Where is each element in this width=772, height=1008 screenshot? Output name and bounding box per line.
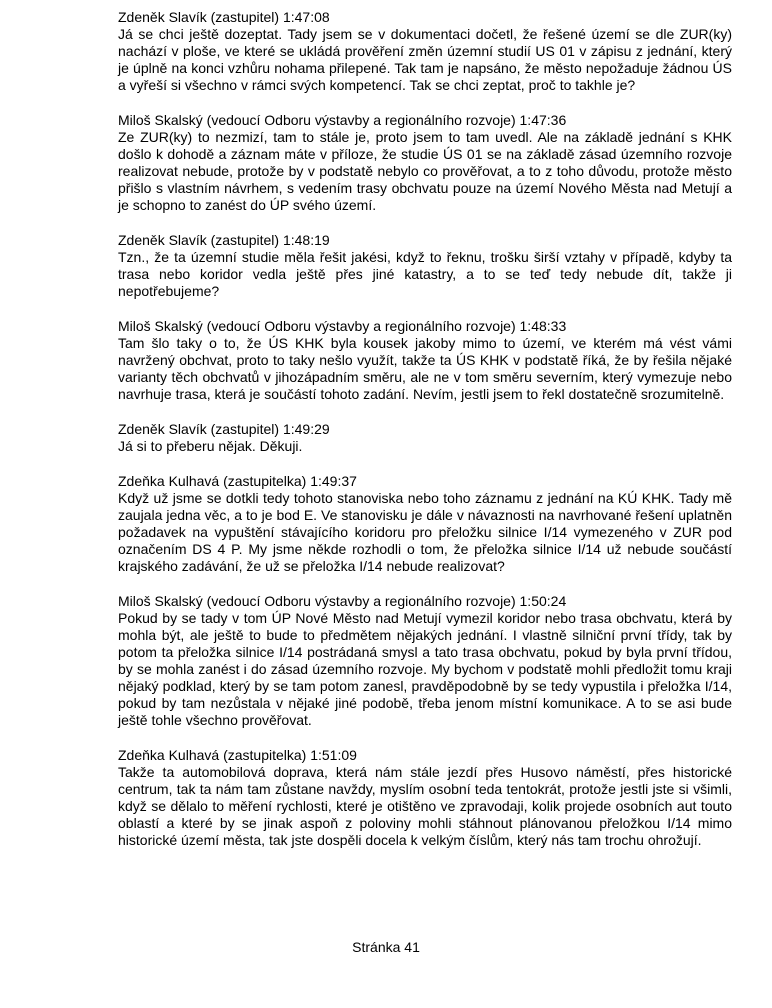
speaker-line: Zdeňka Kulhavá (zastupitelka) 1:49:37 [118,473,357,489]
speech-text: Ze ZUR(ky) to nezmizí, tam to stále je, proto jsem to tam uvedl. Ale na základě jednání s KHK došlo k dohodě a záznam máte v příloze, že studie ÚS 01 se na základě zásad územního rozvoje realizovat nebude, protože by v podstatě nebylo co prověřovat, a to z toho důvodu, protože město přišlo s vlastním návrhem, s vedením trasy obchvatu pouze na území Nového Města nad Metují a je schopno to zanést do ÚP svého území. [118,129,732,213]
speaker-line: Zdeněk Slavík (zastupitel) 1:49:29 [118,421,330,437]
transcript-entry [118,593,732,729]
transcript-entry [118,747,732,849]
speaker-line: Miloš Skalský (vedoucí Odboru výstavby a regionálního rozvoje) 1:50:24 [118,593,567,609]
speaker-line: Zdeněk Slavík (zastupitel) 1:47:08 [118,9,330,25]
transcript-entry [118,473,732,575]
speech-text: Já se chci ještě dozeptat. Tady jsem se v dokumentaci dočetl, že řešené území se dle ZUR(ky) nachází v ploše, ve které se ukládá prověření změn územní studií US 01 v zápisu z jednání, který je úplně na konci vzhůru nohama přilepené. Tak tam je napsáno, že město nepožaduje žádnou ÚS a vyřeší si všechno v rámci svých kompetencí. Tak se chci zeptat, proč to takhle je? [118,26,732,93]
speaker-line: Zdeňka Kulhavá (zastupitelka) 1:51:09 [118,747,357,763]
page-number: Stránka 41 [352,939,420,955]
speaker-line: Miloš Skalský (vedoucí Odboru výstavby a regionálního rozvoje) 1:48:33 [118,318,567,334]
transcript-page [118,9,732,867]
transcript-entry [118,112,732,214]
speech-text: Já si to přeberu nějak. Děkuji. [118,438,303,454]
speech-text: Tam šlo taky o to, že ÚS KHK byla kousek jakoby mimo to území, ve kterém má vést vámi navržený obchvat, proto to taky nešlo využít, takže ta ÚS KHK v podstatě říká, že by řešila nějaké varianty těch obchvatů v jihozápadním směru, ale ne v tom směru severním, který vymezuje nebo navrhuje trasa, která je součástí tohoto zadání. Nevím, jestli jsem to řekl dostatečně srozumitelně. [118,335,732,402]
speech-text: Takže ta automobilová doprava, která nám stále jezdí přes Husovo náměstí, přes historické centrum, tak ta nám tam zůstane navždy, myslím osobní teda tentokrát, protože jestli jste si všimli, když se dělalo to měření rychlosti, které je otištěno ve zpravodaji, kolik projede osobních aut touto oblastí a které by se jinak aspoň z poloviny mohli stáhnout plánovanou přeložkou I/14 mimo historické území města, tak jste dospěli docela k velkým číslům, který nás tam trochu ohrožují. [118,764,732,848]
speech-text: Pokud by se tady v tom ÚP Nové Město nad Metují vymezil koridor nebo trasa obchvatu, která by mohla být, ale ještě to bude to předmětem nějakých jednání. I vlastně silniční první třídy, tak by potom ta přeložka silnice I/14 postrádaná smysl a tato trasa obchvatu, pokud by byla první třídou, by se mohla zanést i do zásad územního rozvoje. My bychom v podstatě mohli předložit tomu kraji nějaký podklad, který by se tam potom zanesl, pravděpodobně by se tedy vypustila i přeložka I/14, pokud by tam nezůstala v nějaké jiné podobě, třeba jenom místní komunikace. A to se asi bude ještě tohle všechno prověřovat. [118,610,732,728]
speaker-line: Miloš Skalský (vedoucí Odboru výstavby a regionálního rozvoje) 1:47:36 [118,112,567,128]
speech-text: Tzn., že ta územní studie měla řešit jakési, když to řeknu, trošku širší vztahy v případě, kdyby ta trasa nebo koridor vedla ještě přes jiné katastry, a to se teď tedy nebude dít, takže ji nepotřebujeme? [118,249,732,299]
transcript-entry [118,232,732,300]
speaker-line: Zdeněk Slavík (zastupitel) 1:48:19 [118,232,330,248]
transcript-entry [118,421,732,455]
transcript-entry [118,318,732,403]
speech-text: Když už jsme se dotkli tedy tohoto stanoviska nebo toho záznamu z jednání na KÚ KHK. Tady mě zaujala jedna věc, a to je bod E. Ve stanovisku je dále v návaznosti na navrhované řešení uplatněn požadavek na vypuštění stávajícího koridoru pro přeložku silnice I/14 vymezeného v ZUR pod označením DS 4 P. My jsme někde rozhodli o tom, že přeložka silnice I/14 už nebude součástí krajského zadávání, že už se přeložka I/14 nebude realizovat? [118,490,732,574]
transcript-entry [118,9,732,94]
